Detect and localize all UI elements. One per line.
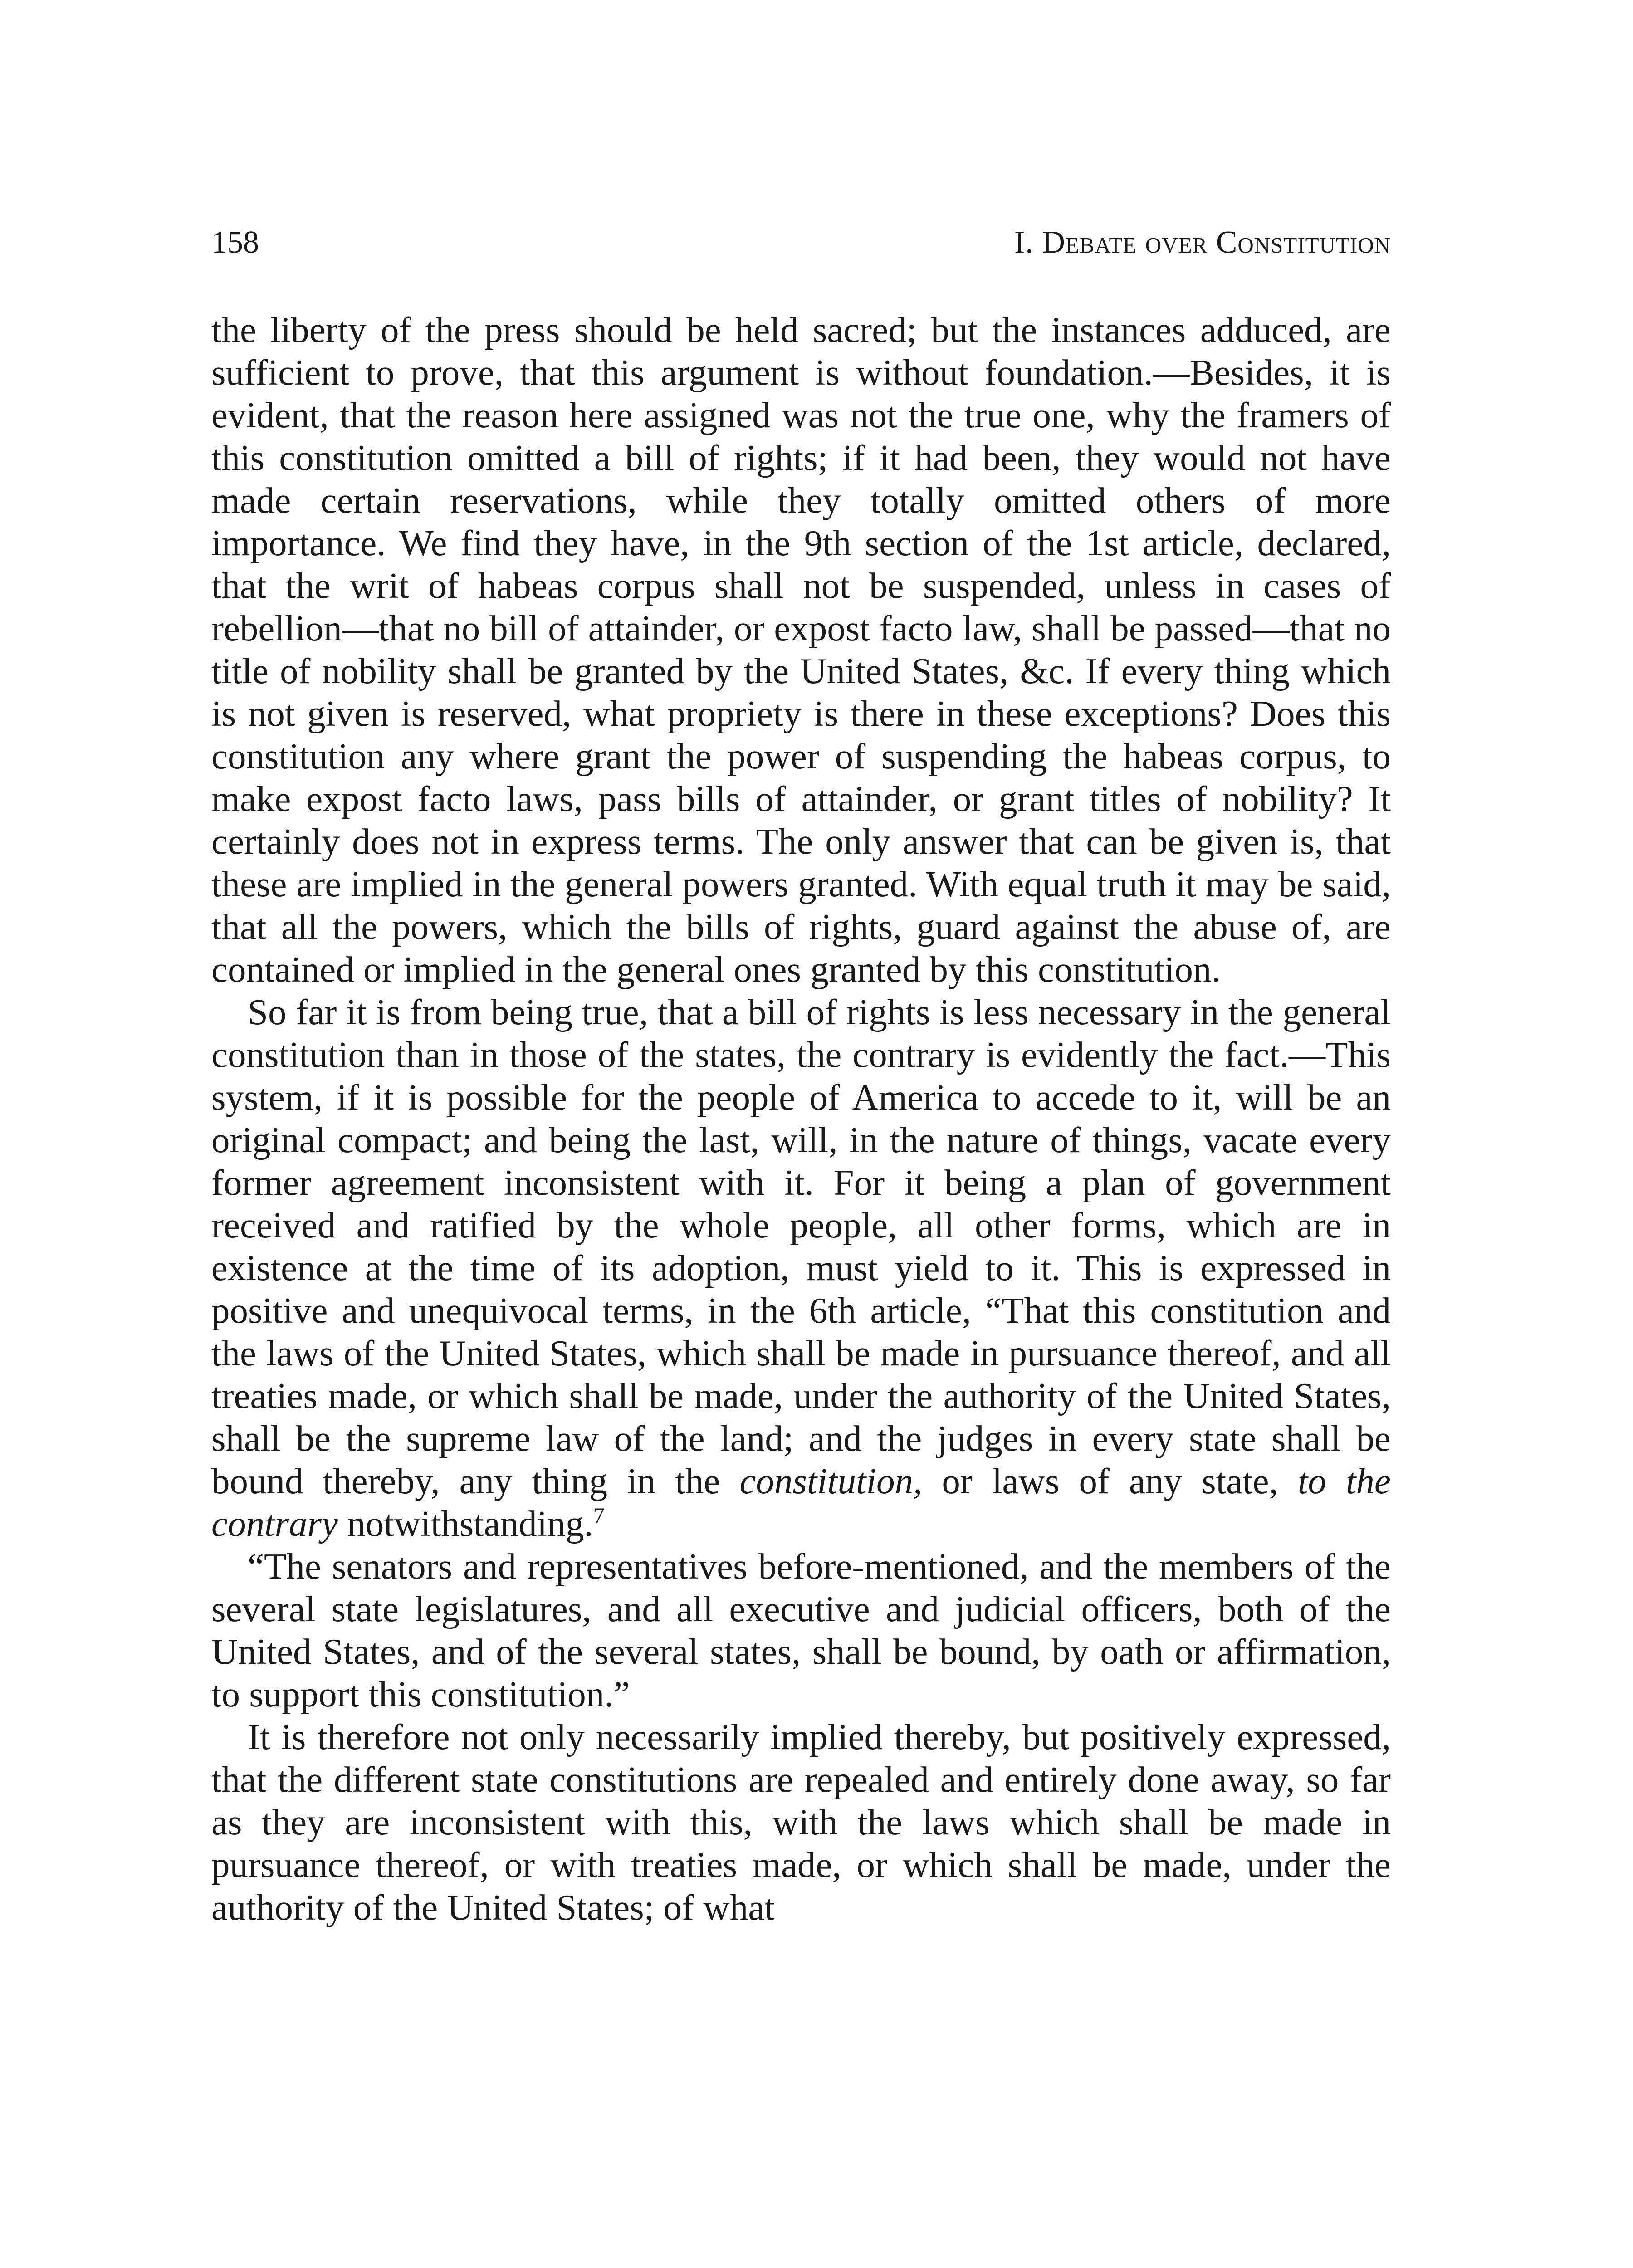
paragraph-continued: the liberty of the press should be held sacred; but the instances adduced, are sufficient to prove, that this argument is without foundation.—Besides, it is evident, that the reason here assigned was not the true one, why the framers of this constitution omitted a bill of rights; if it had been, they would not have made certain reservations, while they totally omitted others of more importance. We find they have, in the 9th section of the 1st article, declared, that the writ of habeas corpus shall not be suspended, unless in cases of rebellion—that no bill of attainder, or expost facto law, shall be passed—that no title of nobility shall be granted by the United States, &c. If every thing which is not given is reserved, what propriety is there in these exceptions? Does this constitution any where grant the power of suspending the habeas corpus, to make expost facto laws, pass bills of attainder, or grant titles of nobility? It certainly does not in express terms. The only answer that can be given is, that these are implied in the general powers granted. With equal truth it may be said, that all the powers, which the bills of rights, guard against the abuse of, are contained or implied in the general ones granted by this constitution.	[211, 309, 1391, 990]
section-title: I. Debate over Constitution	[1014, 225, 1391, 260]
paragraph-text: So far it is from being true, that a bill of rights is less necessary in the general constitution than in those of the states, the contrary is evidently the fact.—This system, if it is possible for the people of America to accede to it, will be an original compact; and being the last, will, in the nature of things, vacate every former agreement inconsistent with it. For it being a plan of government received and ratified by the whole people, all other forms, which are in existence at the time of its adoption, must yield to it. This is expressed in positive and unequivocal terms, in the 6th article, “That this constitution and the laws of the United States, which shall be made in pursuance thereof, and all treaties made, or which shall be made, under the authority of the United States, shall be the supreme law of the land; and the judges in every state shall be bound thereby, any thing in the	[211, 992, 1391, 1501]
footnote-reference: 7	[593, 1503, 605, 1528]
page-number: 158	[211, 225, 259, 260]
italic-text: constitution,	[739, 1461, 923, 1501]
paragraph-conclusion: It is therefore not only necessarily implied thereby, but positively expressed, that the different state constitutions are repealed and entirely done away, so far as they are inconsistent with this, with the laws which shall be made in pursuance thereof, or with treaties made, or which shall be made, under the authority of the United States; of what	[211, 1716, 1391, 1928]
body-text	[211, 308, 1391, 1929]
paragraph-text: or laws of any state,	[922, 1461, 1298, 1501]
running-head	[211, 218, 1391, 268]
italic-text: to the contrary	[211, 1461, 1391, 1544]
paragraph-quotation: “The senators and representatives before-mentioned, and the members of the several state legislatures, and all executive and judicial officers, both of the United States, and of the several states, shall be bound, by oath or affirmation, to support this constitution.”	[211, 1546, 1391, 1715]
paragraph-text: notwithstanding.	[337, 1503, 593, 1544]
paragraph-article-six	[211, 991, 1391, 1545]
